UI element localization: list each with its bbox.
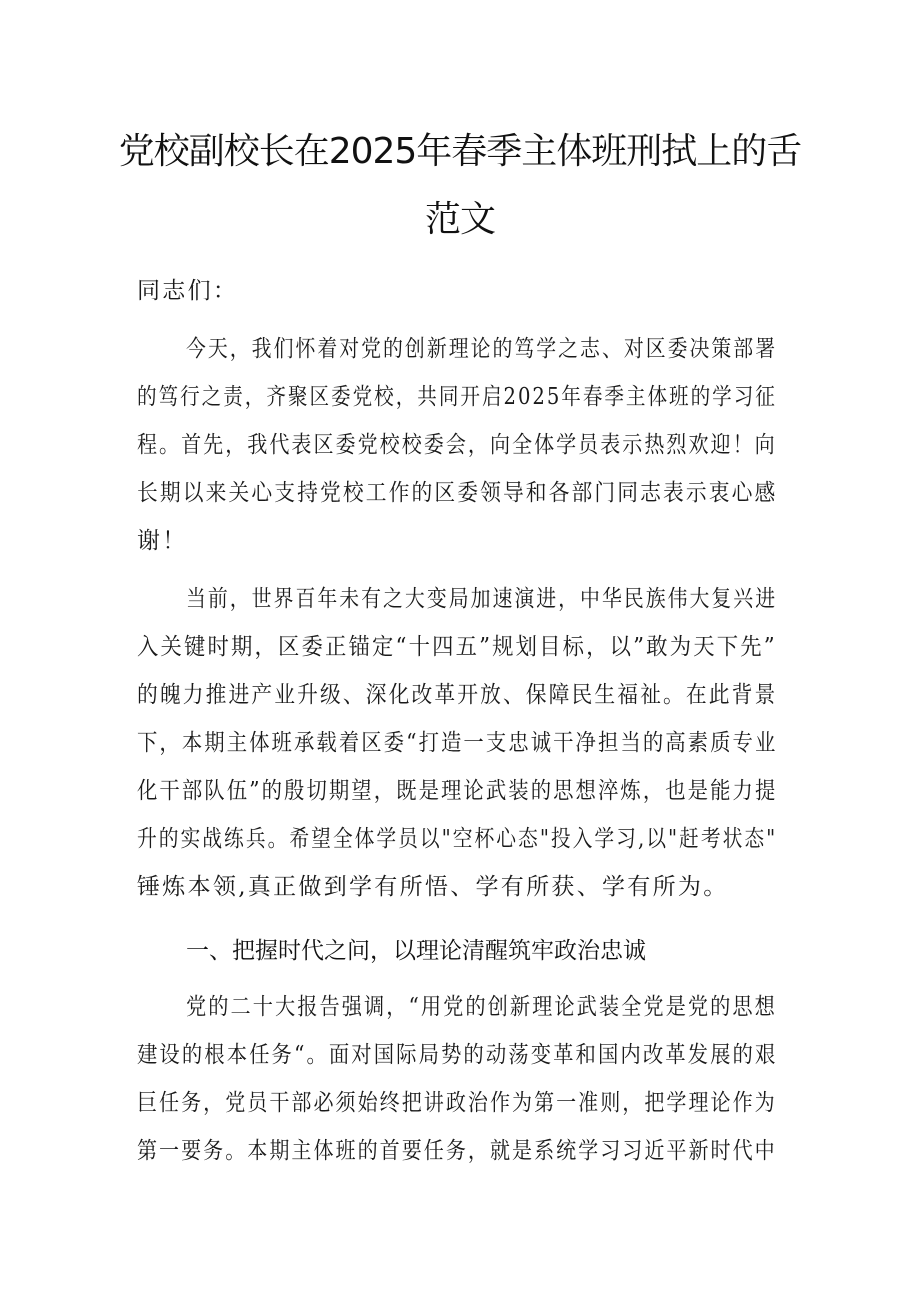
paragraph-1-line-1: 今天，我们怀着对党的创新理论的笃学之志、对区委决策部署: [186, 336, 778, 362]
paragraph-3-line-3: 巨任务，党员干部必须始终把讲政治作为第一准则，把学理论作为: [137, 1090, 777, 1116]
paragraph-2-line-3: 的魄力推进产业升级、深化改革开放、保障民生福祉。在此背景: [137, 682, 778, 708]
paragraph-2-line-6: 升的实战练兵。希望全体学员以"空杯心态"投入学习,以"赶考状态": [137, 826, 778, 852]
document-title-line-1: 党校副校长在2025年春季主体班刑拭上的舌: [118, 131, 802, 172]
paragraph-3-line-4: 第一要务。本期主体班的首要任务，就是系统学习习近平新时代中: [137, 1138, 777, 1164]
paragraph-3-line-1: 党的二十大报告强调，“用党的创新理论武装全党是党的思想: [186, 994, 777, 1020]
paragraph-1-line-2: 的笃行之责，齐聚区委党校，共同开启2025年春季主体班的学习征: [137, 384, 777, 410]
paragraph-2-line-4: 下，本期主体班承载着区委“打造一支忠诚干净担当的高素质专业: [137, 730, 778, 756]
paragraph-1-line-5: 谢！: [137, 528, 188, 554]
paragraph-3-line-2: 建设的根本任务“。面对国际局势的动荡变革和国内改革发展的艰: [137, 1042, 778, 1068]
paragraph-2-line-5: 化干部队伍”的殷切期望，既是理论武装的思想淬炼，也是能力提: [137, 778, 778, 804]
document-title-line-2: 范文: [424, 199, 495, 240]
paragraph-2-line-2: 入关键时期，区委正锚定“十四五”规划目标，以”敢为天下先”: [137, 634, 777, 660]
paragraph-1-line-4: 长期以来关心支持党校工作的区委领导和各部门同志表示衷心感: [137, 480, 778, 506]
paragraph-1-line-3: 程。首先，我代表区委党校校委会，向全体学员表示热烈欢迎！向: [137, 432, 777, 458]
paragraph-2-line-7: 锤炼本领,真正做到学有所悟、学有所获、学有所为。: [137, 874, 729, 900]
section-heading-1: 一、把握时代之问，以理论清醒筑牢政治忠诚: [186, 938, 646, 964]
paragraph-2-line-1: 当前，世界百年未有之大变局加速演进，中华民族伟大复兴进: [186, 586, 778, 612]
salutation: 同志们：: [137, 278, 239, 304]
